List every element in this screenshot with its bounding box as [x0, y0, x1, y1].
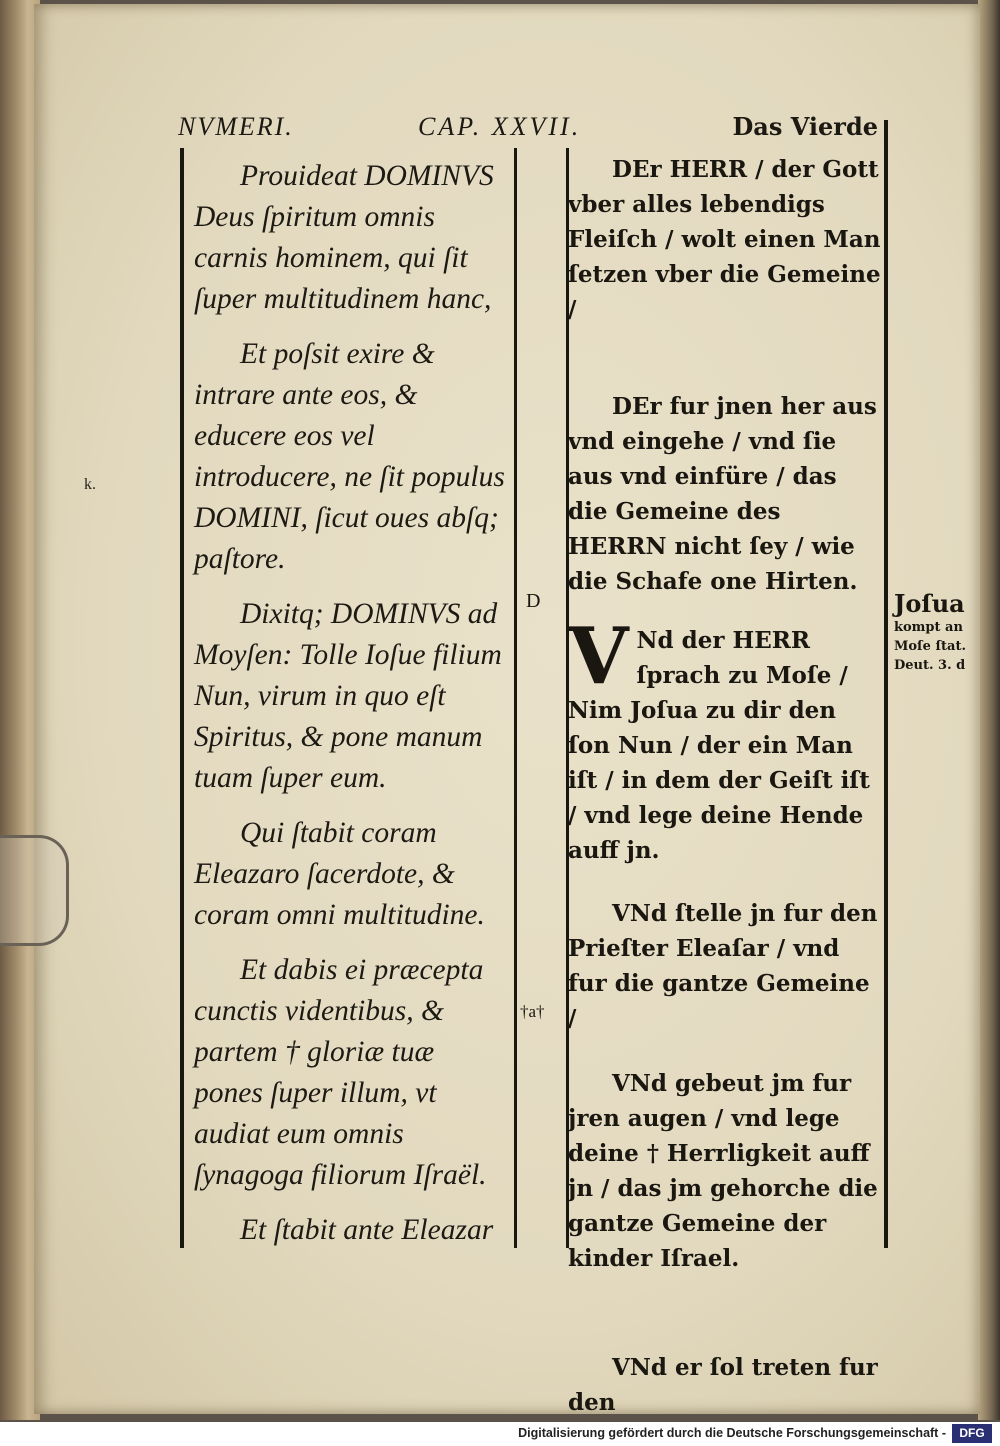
- german-paragraph: VNd gebeut jm fur jren augen / vnd lege deine † Herrligkeit auff jn / das jm gehorche die gantze Gemeine der kinder Iſrael.: [568, 1070, 878, 1272]
- drop-initial: V: [568, 611, 629, 702]
- latin-paragraph: Et ſtabit ante Eleazar: [240, 1214, 494, 1246]
- latin-paragraph: Qui ſtabit coram Eleazaro ſacerdote, & coram omni multitudine.: [194, 817, 485, 931]
- header-book-title: NVMERI.: [178, 112, 294, 141]
- german-paragraph: VNd er ſol treten fur den: [568, 1354, 878, 1416]
- latin-paragraph: Et dabis ei præcepta cunctis videntibus, & partem † gloriæ tuæ pones ſuper illum, vt audiat eum omnis ſynagoga filiorum Iſraël.: [194, 954, 487, 1191]
- marginal-note-text: kompt an Moſe ſtat. Deut. 3. d: [894, 620, 967, 673]
- german-paragraph: DEr HERR / der Gott vber alles lebendigs Fleiſch / wolt einen Man ſetzen vber die Gemeine /: [568, 156, 881, 323]
- column-rule-latin-right: [514, 148, 517, 1248]
- german-paragraph: VNd ſtelle jn fur den Prieſter Eleaſar / vnd fur die gantze Gemeine /: [568, 900, 878, 1032]
- dfg-logo[interactable]: DFG: [952, 1424, 992, 1443]
- header-german-title: Das Vierde: [732, 112, 878, 141]
- section-marker: D: [526, 590, 541, 612]
- column-rule-right: [884, 120, 888, 1248]
- margin-mark-left: k.: [84, 476, 96, 493]
- footer-credit: Digitalisierung gefördert durch die Deutsche Forschungsgemeinschaft -: [518, 1426, 946, 1440]
- book-edge-right: [978, 0, 1000, 1420]
- note-marker: †a†: [520, 1002, 545, 1021]
- footer-bar: [0, 1422, 1000, 1446]
- german-paragraph-text: Nd der HERR ſprach zu Moſe / Nim Joſua zu dir den ſon Nun / der ein Man iſt / in dem der Geiſt iſt / vnd lege deine Hende auff jn.: [568, 627, 870, 864]
- german-column: [568, 152, 882, 1420]
- column-rule-left: [180, 148, 184, 1248]
- latin-paragraph: Dixitq; DOMINVS ad Moyſen: Tolle Ioſue filium Nun, virum in quo eſt Spiritus, & pone manum tuam ſuper eum.: [194, 598, 502, 794]
- book-clasp: [0, 835, 69, 946]
- german-paragraph: DEr fur jnen her aus vnd eingehe / vnd ſie aus vnd einfüre / das die Gemeine des HERRN nicht ſey / wie die Schafe one Hirten.: [568, 393, 877, 595]
- latin-paragraph: Prouideat DOMINVS Deus ſpiritum omnis carnis hominem, qui ſit ſuper multitudinem hanc,: [194, 160, 494, 315]
- latin-column: [194, 156, 510, 1251]
- german-paragraph-initial: [568, 611, 882, 868]
- running-header: [178, 112, 878, 148]
- marginal-note: [894, 590, 986, 675]
- latin-paragraph: Et poſsit exire & intrare ante eos, & educere eos vel introducere, ne ſit populus DOMINI, ſicut oues abſq; paſtore.: [194, 338, 505, 575]
- marginal-note-title: Joſua: [894, 589, 965, 618]
- header-chapter: CAP. XXVII.: [418, 112, 582, 141]
